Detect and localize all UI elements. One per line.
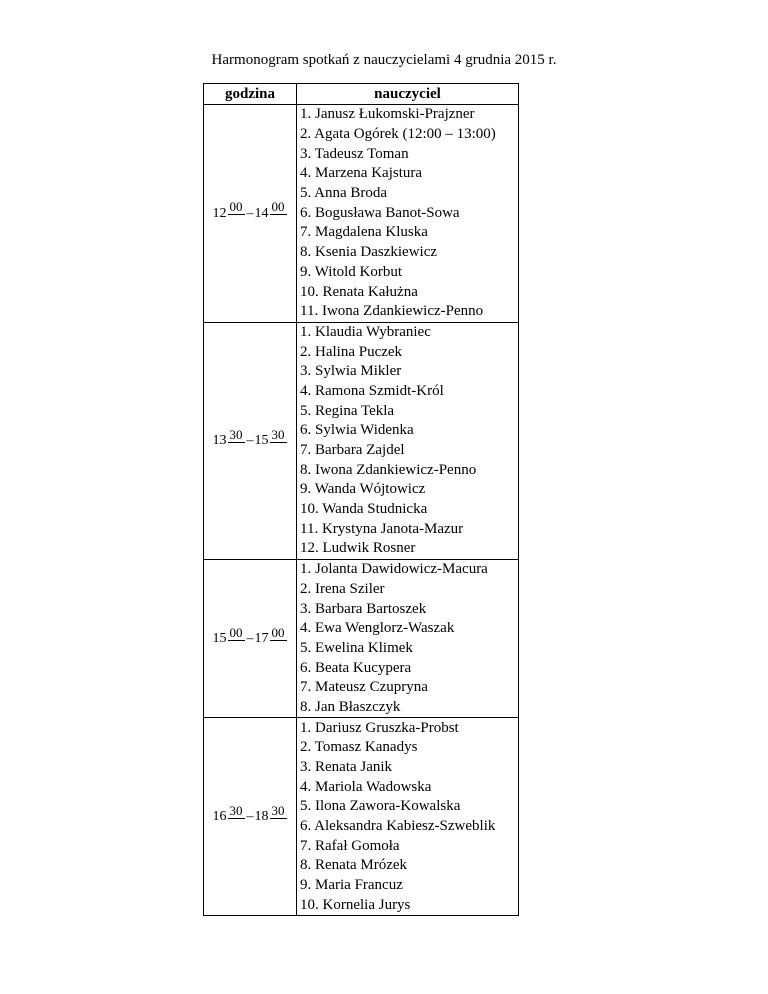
teacher-name: 10. Wanda Studnicka: [297, 500, 519, 520]
start-minutes: 00: [229, 624, 243, 640]
time-range: [212, 426, 288, 449]
start-hour: 13: [212, 433, 227, 449]
teacher-name: 6. Sylwia Widenka: [297, 421, 519, 441]
teacher-name: 2. Agata Ogórek (12:00 – 13:00): [297, 125, 519, 145]
teacher-name: 6. Aleksandra Kabiesz-Szweblik: [297, 817, 519, 837]
range-dash: –: [246, 205, 254, 221]
teacher-name: 7. Rafał Gomoła: [297, 836, 519, 856]
time-slot-cell: [204, 105, 297, 323]
start-minutes: 00: [229, 199, 243, 215]
teacher-name: 1. Dariusz Gruszka-Probst: [297, 718, 519, 738]
teacher-name: 10. Renata Kałużna: [297, 282, 519, 302]
teacher-name: 9. Wanda Wójtowicz: [297, 480, 519, 500]
range-dash: –: [246, 809, 254, 825]
teacher-name: 3. Barbara Bartoszek: [297, 599, 519, 619]
teacher-name: 4. Marzena Kajstura: [297, 164, 519, 184]
teacher-name: 12. Ludwik Rosner: [297, 539, 519, 559]
time-slot-cell: [204, 322, 297, 559]
end-minutes: 00: [271, 199, 285, 215]
end-hour: 14: [254, 205, 269, 221]
teacher-name: 8. Ksenia Daszkiewicz: [297, 243, 519, 263]
teacher-name: 8. Jan Błaszczyk: [297, 698, 519, 718]
teacher-name: 5. Ilona Zawora-Kowalska: [297, 797, 519, 817]
table-row: [204, 322, 519, 342]
teacher-name: 1. Klaudia Wybraniec: [297, 322, 519, 342]
teacher-name: 5. Ewelina Klimek: [297, 639, 519, 659]
teacher-name: 11. Krystyna Janota-Mazur: [297, 519, 519, 539]
time-range: [212, 624, 288, 647]
teacher-name: 11. Iwona Zdankiewicz-Penno: [297, 302, 519, 322]
start-hour: 15: [212, 631, 227, 647]
time-slot-cell: [204, 559, 297, 718]
teacher-name: 6. Beata Kucypera: [297, 658, 519, 678]
teacher-name: 3. Sylwia Mikler: [297, 362, 519, 382]
range-dash: –: [246, 631, 254, 647]
teacher-name: 2. Irena Sziler: [297, 580, 519, 600]
time-range: [212, 199, 288, 221]
teacher-name: 8. Iwona Zdankiewicz-Penno: [297, 460, 519, 480]
teacher-name: 4. Mariola Wadowska: [297, 777, 519, 797]
teacher-name: 10. Kornelia Jurys: [297, 896, 519, 916]
start-minutes: 30: [229, 802, 243, 818]
end-minutes: 00: [271, 624, 285, 640]
time-slot-group: [204, 718, 519, 916]
header-row: [204, 84, 519, 105]
start-hour: 12: [212, 205, 227, 221]
teacher-name: 3. Tadeusz Toman: [297, 144, 519, 164]
page-title: Harmonogram spotkań z nauczycielami 4 grudnia 2015 r.: [211, 52, 557, 68]
time-slot-group: [204, 105, 519, 323]
teacher-name: 9. Witold Korbut: [297, 263, 519, 283]
teacher-name: 1. Jolanta Dawidowicz-Macura: [297, 559, 519, 579]
end-minutes: 30: [271, 802, 285, 818]
time-slot-group: [204, 322, 519, 559]
table-row: [204, 559, 519, 579]
column-header-hour: godzina: [204, 84, 297, 105]
column-header-teacher: nauczyciel: [297, 84, 519, 105]
teacher-name: 4. Ramona Szmidt-Król: [297, 382, 519, 402]
schedule-table: [203, 83, 519, 916]
end-minutes: 30: [271, 426, 285, 442]
end-hour: 15: [254, 433, 269, 449]
table-row: [204, 105, 519, 125]
teacher-name: 1. Janusz Łukomski-Prajzner: [297, 105, 519, 125]
teacher-name: 3. Renata Janik: [297, 758, 519, 778]
time-slot-cell: [204, 718, 297, 916]
teacher-name: 5. Anna Broda: [297, 184, 519, 204]
teacher-name: 7. Magdalena Kluska: [297, 223, 519, 243]
teacher-name: 2. Tomasz Kanadys: [297, 738, 519, 758]
teacher-name: 4. Ewa Wenglorz-Waszak: [297, 619, 519, 639]
teacher-name: 5. Regina Tekla: [297, 401, 519, 421]
teacher-name: 9. Maria Francuz: [297, 876, 519, 896]
teacher-name: 7. Mateusz Czupryna: [297, 678, 519, 698]
time-range: [212, 802, 288, 825]
teacher-name: 2. Halina Puczek: [297, 342, 519, 362]
end-hour: 17: [254, 631, 269, 647]
table-row: [204, 718, 519, 738]
end-hour: 18: [254, 809, 269, 825]
teacher-name: 7. Barbara Zajdel: [297, 441, 519, 461]
time-slot-group: [204, 559, 519, 718]
teacher-name: 6. Bogusława Banot-Sowa: [297, 203, 519, 223]
start-hour: 16: [212, 809, 227, 825]
range-dash: –: [246, 433, 254, 449]
teacher-name: 8. Renata Mrózek: [297, 856, 519, 876]
start-minutes: 30: [229, 426, 243, 442]
